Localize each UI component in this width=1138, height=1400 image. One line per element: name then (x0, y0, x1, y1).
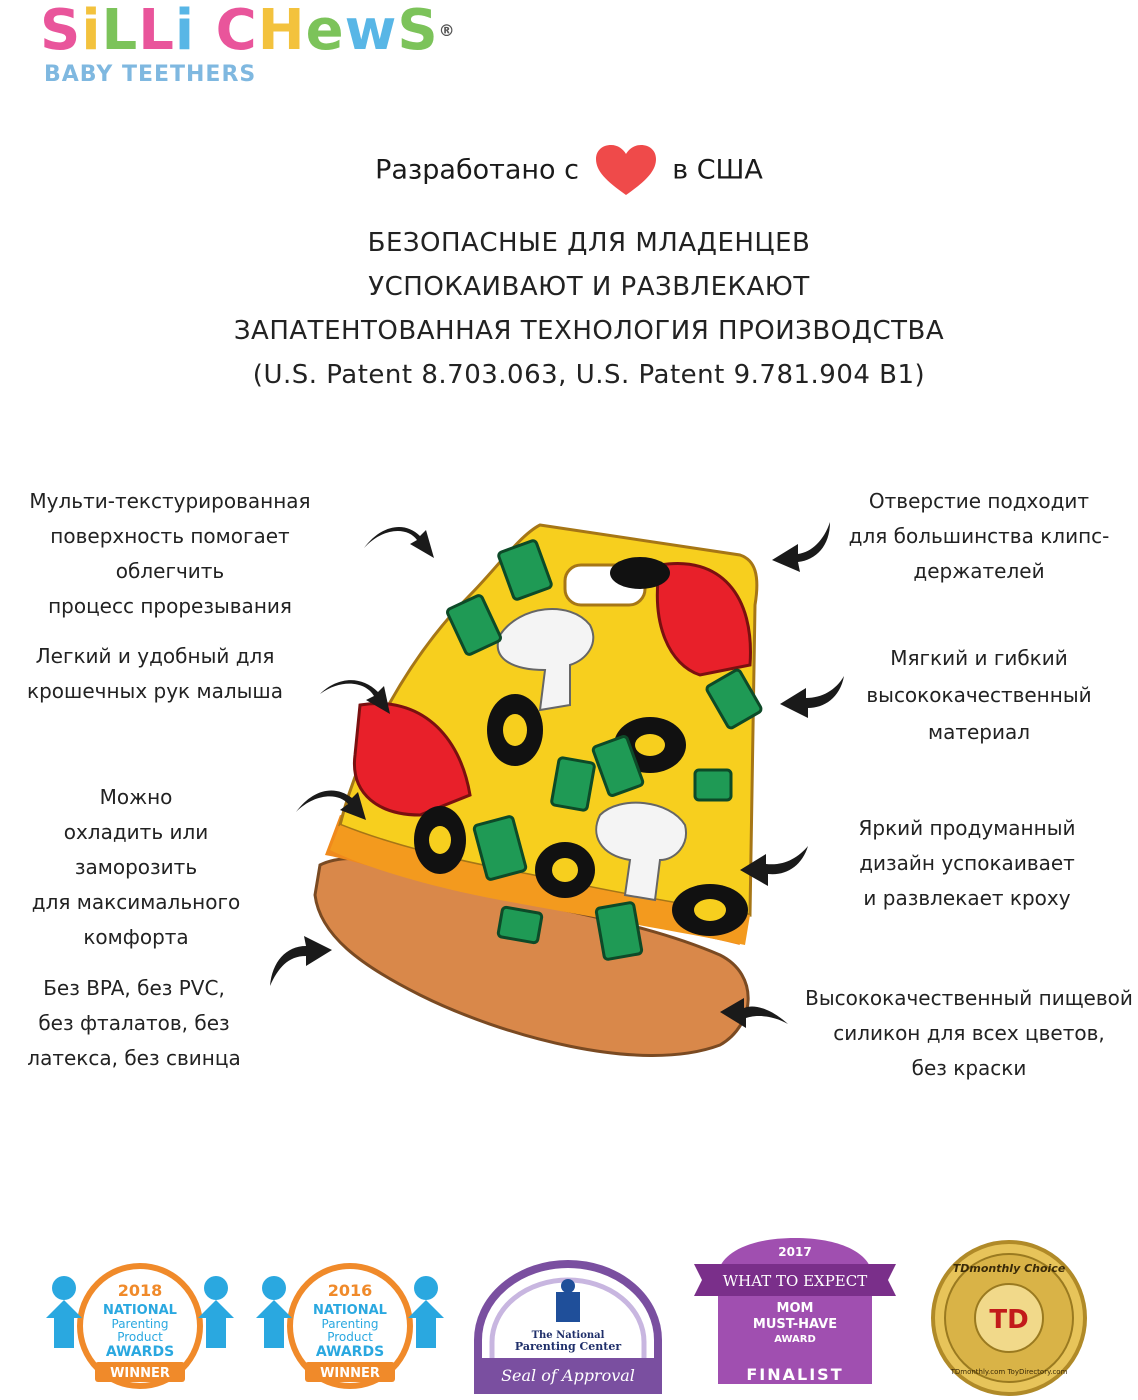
feature-lightweight (0, 639, 310, 709)
brand-logo-letter: S (40, 0, 82, 63)
what-to-expect-badge (692, 1234, 898, 1398)
npp2018-line2: Parenting (111, 1317, 169, 1331)
made-in-usa-line (0, 145, 1138, 197)
arrow-left-icon (778, 672, 848, 724)
npp2018-ribbon: WINNER (110, 1366, 170, 1381)
made-in-prefix: Разработано с (375, 154, 580, 186)
feature-line: без краски (911, 1056, 1027, 1080)
pizza-teether-image (300, 515, 770, 1060)
arrow-right-icon (362, 518, 438, 568)
wte-year: 2017 (778, 1245, 812, 1259)
td-bottom: TDmonthly.com ToyDirectory.com (950, 1368, 1068, 1376)
feature-line: для максимального (31, 890, 241, 914)
feature-line: латекса, без свинца (27, 1046, 241, 1070)
feature-line: для большинства клипс- (848, 524, 1110, 548)
heart-icon (596, 145, 656, 197)
wte-ribbon: WHAT TO EXPECT (722, 1272, 868, 1290)
brand-logo-letter: S (397, 0, 439, 63)
brand-logo-wordmark (40, 0, 500, 62)
registered-mark: ® (438, 21, 456, 40)
arrow-left-icon (738, 842, 810, 890)
feature-food-grade (800, 981, 1138, 1086)
brand-logo-letter: i (81, 0, 102, 63)
feature-line: материал (927, 720, 1031, 744)
npp2018-line3: Product (117, 1330, 163, 1344)
brand-logo-letter: L (101, 0, 139, 63)
feature-line: и развлекает кроху (863, 886, 1071, 910)
npp2016-line2: Parenting (321, 1317, 379, 1331)
brand-logo-letter: H (257, 0, 306, 63)
feature-line: дизайн успокаивает (859, 851, 1075, 875)
tagline-patented: ЗАПАТЕНТОВАННАЯ ТЕХНОЛОГИЯ ПРОИЗВОДСТВА (233, 316, 945, 346)
brand-logo (40, 0, 500, 100)
feature-chill (0, 780, 272, 955)
brand-logo-letter: L (138, 0, 175, 63)
feature-line: Мульти-текстурированная (29, 489, 311, 513)
brand-logo-letter: e (305, 0, 345, 63)
feature-clip-hole (820, 484, 1138, 589)
npp2018-line1: NATIONAL (103, 1303, 177, 1318)
feature-bright-design (808, 811, 1126, 916)
npp2016-line1: NATIONAL (313, 1303, 387, 1318)
feature-line: держателей (913, 559, 1045, 583)
arrow-left-icon (718, 996, 790, 1036)
feature-line: Легкий и удобный для (35, 644, 275, 668)
brand-logo-letter: i (174, 0, 196, 63)
arrow-right-icon (294, 782, 370, 828)
feature-line: комфорта (83, 925, 189, 949)
feature-soft-flexible (820, 640, 1138, 751)
npp2016-line3: Product (327, 1330, 373, 1344)
npp2018-year: 2018 (117, 1281, 163, 1300)
wte-line1: MOM (776, 1301, 814, 1316)
feature-line: Отверстие подходит (868, 489, 1090, 513)
wte-line2: MUST-HAVE (752, 1317, 838, 1332)
feature-multi-texture (0, 484, 340, 624)
tagline-soothe: УСПОКАИВАЮТ И РАЗВЛЕКАЮТ (368, 272, 810, 302)
npp-award-2018-badge (40, 1258, 240, 1398)
brand-logo-letter: w (344, 0, 398, 63)
npc-line2: Parenting Center (514, 1340, 622, 1353)
wte-footer: FINALIST (746, 1365, 844, 1384)
npp-award-2016-badge (250, 1258, 450, 1398)
feature-line: крошечных рук малыша (27, 679, 283, 703)
feature-line: Без BPA, без PVC, (43, 976, 225, 1000)
arrow-right-icon (318, 672, 394, 722)
brand-logo-letter (195, 0, 216, 63)
feature-line: Яркий продуманный (858, 816, 1076, 840)
npp2016-ribbon: WINNER (320, 1366, 380, 1381)
feature-line: процесс прорезывания (48, 594, 292, 618)
npc-line1: The National (531, 1330, 605, 1341)
tagline-patent-numbers: (U.S. Patent 8.703.063, U.S. Patent 9.781.904 B1) (252, 360, 926, 390)
npc-seal-badge (470, 1260, 666, 1396)
feature-line: охладить или заморозить (63, 820, 209, 879)
feature-line: силикон для всех цветов, (833, 1021, 1105, 1045)
td-center: TD (989, 1305, 1029, 1335)
feature-line: поверхность помогает облегчить (50, 524, 290, 583)
tagline-safe: БЕЗОПАСНЫЕ ДЛЯ МЛАДЕНЦЕВ (367, 228, 811, 258)
feature-line: Можно (99, 785, 173, 809)
feature-line: высококачественный (866, 683, 1092, 707)
td-monthly-badge (924, 1238, 1094, 1398)
npp2016-year: 2016 (327, 1281, 373, 1300)
brand-logo-letter: C (215, 0, 258, 63)
feature-bpa-free (0, 971, 268, 1076)
arrow-up-right-icon (266, 928, 336, 990)
wte-line3: AWARD (774, 1334, 816, 1345)
npp2018-line4: AWARDS (105, 1344, 175, 1360)
feature-line: Мягкий и гибкий (890, 646, 1068, 670)
feature-line: без фталатов, без (38, 1011, 230, 1035)
npc-script: Seal of Approval (501, 1366, 635, 1385)
brand-logo-subtitle: BABY TEETHERS (44, 62, 257, 87)
td-top: TDmonthly Choice (952, 1262, 1066, 1275)
npp2016-line4: AWARDS (315, 1344, 385, 1360)
feature-line: Высококачественный пищевой (805, 986, 1133, 1010)
arrow-down-left-icon (770, 520, 834, 580)
made-in-suffix: в США (672, 154, 763, 186)
